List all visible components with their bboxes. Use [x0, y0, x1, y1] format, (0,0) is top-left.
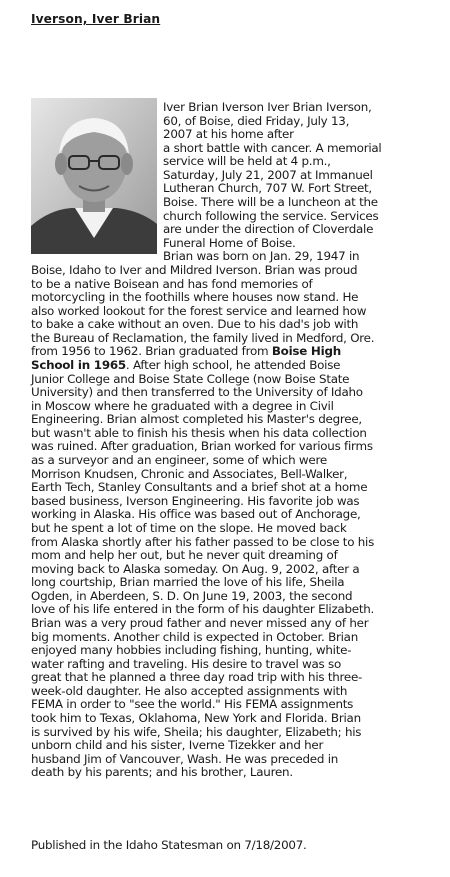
body-line: Brian was born on Jan. 29, 1947 in: [163, 249, 360, 264]
body-line: was ruined. After graduation, Brian worked for various firms: [31, 439, 373, 454]
obituary-body: [31, 101, 401, 780]
body-line: Earth Tech, Stanley Consultants and a brief shot at a home: [31, 480, 368, 495]
body-line: church following the service. Services: [163, 208, 379, 223]
body-line: death by his parents; and his brother, Lauren.: [31, 765, 293, 780]
body-line: service will be held at 4 p.m.,: [163, 154, 331, 169]
body-line: Boise. There will be a luncheon at the: [163, 195, 378, 210]
body-line: motorcycling in the foothills where houses now stand. He: [31, 290, 359, 305]
body-line: Funeral Home of Boise.: [163, 235, 296, 250]
body-line: husband Jim of Vancouver, Wash. He was preceded in: [31, 751, 339, 766]
body-line: big moments. Another child is expected in October. Brian: [31, 629, 358, 644]
body-line: Iver Brian Iverson Iver Brian Iverson,: [163, 100, 372, 114]
body-line: the Bureau of Reclamation, the family lived in Medford, Ore.: [31, 330, 375, 345]
body-line: based business, Iverson Engineering. His favorite job was: [31, 493, 360, 508]
body-line: from Alaska shortly after his father passed to be close to his: [31, 534, 375, 549]
body-line: University) and then transferred to the University of Idaho: [31, 385, 363, 400]
body-line: moving back to Alaska someday. On Aug. 9, 2002, after a: [31, 561, 360, 576]
body-line: but wasn't able to finish his thesis when his data collection: [31, 425, 367, 440]
obituary-title: Iverson, Iver Brian: [31, 12, 161, 26]
body-line-text: . After high school, he attended Boise: [125, 357, 341, 372]
body-line: as a surveyor and an engineer, some of which were: [31, 453, 327, 468]
body-line-school-year: [31, 359, 401, 373]
body-line: Ogden, in Aberdeen, S. D. On June 19, 2003, the second: [31, 588, 353, 603]
body-line: in Moscow where he graduated with a degree in Civil: [31, 398, 334, 413]
body-line: water rafting and traveling. His desire to travel was so: [31, 656, 341, 671]
body-line: Saturday, July 21, 2007 at Immanuel: [163, 167, 373, 182]
body-line: FEMA in order to "see the world." His FEMA assignments: [31, 697, 354, 712]
body-line: working in Alaska. His office was based out of Anchorage,: [31, 507, 361, 522]
body-line-text: from 1956 to 1962. Brian graduated from: [31, 344, 272, 359]
body-line: unborn child and his sister, Iverne Tizekker and her: [31, 738, 324, 753]
body-line: took him to Texas, Oklahoma, New York and Florida. Brian: [31, 711, 361, 726]
school-name-bold: Boise High: [271, 344, 341, 359]
body-line: Brian was a very proud father and never missed any of her: [31, 615, 369, 630]
body-line: but he spent a lot of time on the slope. He moved back: [31, 520, 347, 535]
body-line: Lutheran Church, 707 W. Fort Street,: [163, 181, 372, 196]
body-line: great that he planned a three day road trip with his three-: [31, 670, 363, 685]
body-line: are under the direction of Cloverdale: [163, 222, 374, 237]
body-line: Boise, Idaho to Iver and Mildred Iverson. Brian was proud: [31, 262, 358, 277]
body-line: love of his life entered in the form of his daughter Elizabeth.: [31, 602, 375, 617]
body-line: Engineering. Brian almost completed his Master's degree,: [31, 412, 362, 427]
body-line: to bake a cake without an oven. Due to his dad's job with: [31, 317, 359, 332]
body-line: is survived by his wife, Sheila; his daughter, Elizabeth; his: [31, 724, 362, 739]
body-line: Junior College and Boise State College (now Boise State: [31, 371, 350, 386]
body-line: 60, of Boise, died Friday, July 13,: [163, 113, 350, 128]
body-line: 2007 at his home after: [163, 127, 294, 142]
body-line: a short battle with cancer. A memorial: [163, 140, 382, 155]
publication-note: Published in the Idaho Statesman on 7/18/2007.: [31, 838, 307, 852]
body-line-school: [31, 345, 401, 359]
body-line: also worked lookout for the forest service and learned how: [31, 303, 367, 318]
school-year-bold: School in 1965: [31, 357, 126, 372]
body-line: enjoyed many hobbies including fishing, hunting, white-: [31, 643, 352, 658]
body-line: week-old daughter. He also accepted assignments with: [31, 683, 348, 698]
body-line: Morrison Knudsen, Chronic and Associates, Bell-Walker,: [31, 466, 348, 481]
body-line: to be a native Boisean and has fond memories of: [31, 276, 313, 291]
body-line: mom and help her out, but he never quit dreaming of: [31, 548, 338, 563]
body-line: long courtship, Brian married the love of his life, Sheila: [31, 575, 345, 590]
